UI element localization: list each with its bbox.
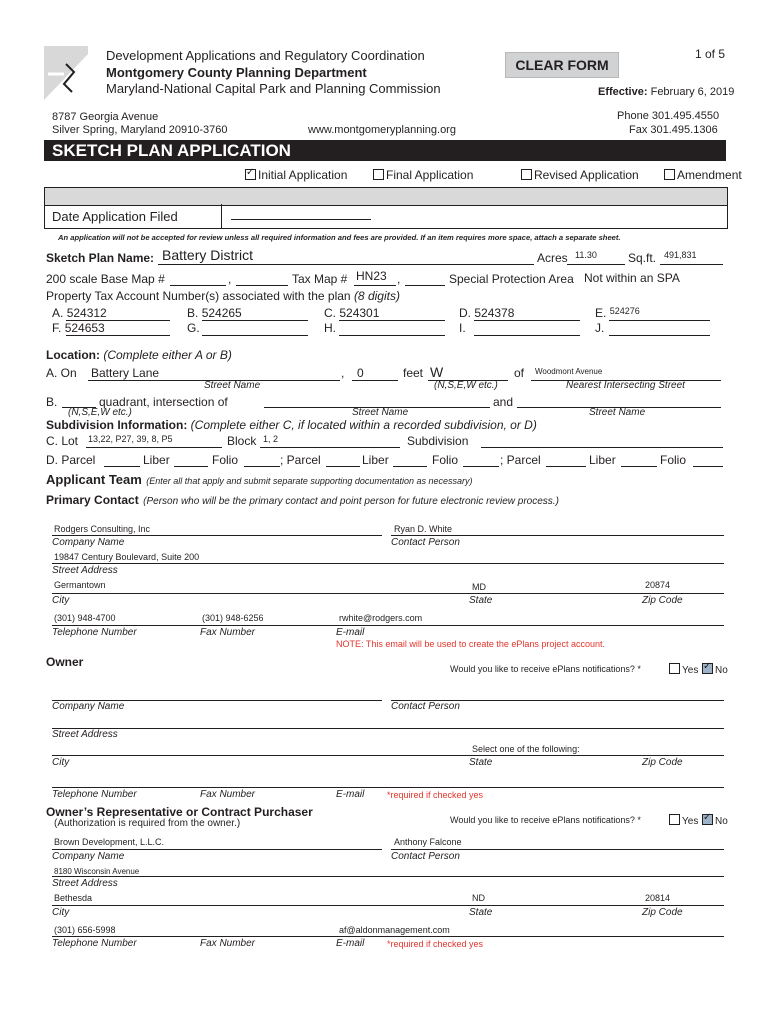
notice-text: An application will not be accepted for review unless all required information and fees are provided. If an item requires more space, attach a separate sheet. (58, 233, 621, 242)
city-caption: City (52, 757, 70, 768)
account-g[interactable]: G. (187, 321, 200, 335)
rep-phone-value[interactable]: (301) 656-5998 (54, 925, 116, 935)
owner-eplans-no[interactable]: ✓ No (702, 663, 728, 676)
primary-state-value[interactable]: MD (472, 582, 486, 592)
location-street[interactable]: Battery Lane (91, 366, 160, 380)
account-f-line (66, 335, 170, 336)
header-dept-line1: Development Applications and Regulatory Coordination (106, 48, 425, 63)
subdivision-label: Subdivision (407, 434, 469, 448)
tax-map-field-2[interactable] (405, 285, 445, 286)
liber3-label: Liber (589, 453, 616, 467)
primary-contact-line (391, 535, 724, 536)
tax-map-label: Tax Map # (292, 272, 348, 286)
sqft-label: Sq.ft. (628, 251, 657, 265)
city-caption: City (52, 595, 70, 606)
state-caption: State (469, 907, 493, 918)
b-street1-caption: Street Name (352, 407, 409, 418)
b-direction-caption: (N,S,E,W etc.) (68, 407, 132, 418)
liber1-field[interactable] (174, 466, 208, 467)
primary-address-value[interactable]: 19847 Century Boulevard, Suite 200 (54, 552, 200, 562)
spa-value[interactable]: Not within an SPA (584, 271, 680, 285)
street-caption: Street Address (52, 729, 118, 740)
account-i[interactable]: I. (459, 321, 466, 335)
location-b-label: B. (46, 395, 58, 409)
rep-eplans-no[interactable]: ✓ No (702, 814, 728, 827)
feet-line (352, 380, 398, 381)
subdivision-heading: Subdivision Information: (Complete either C, if located within a recorded subdivision, or D) (46, 418, 537, 432)
account-c-line (339, 320, 445, 321)
account-j-line (609, 335, 710, 336)
primary-phone-value[interactable]: (301) 948-4700 (54, 613, 116, 623)
parcel-label: D. Parcel (46, 453, 96, 467)
date-filed-divider (221, 204, 222, 228)
quadrant-label: quadrant, intersection of (99, 395, 228, 409)
folio1-field[interactable] (244, 466, 280, 467)
folio1-label: Folio (212, 453, 239, 467)
rep-state-value[interactable]: ND (472, 893, 485, 903)
liber2-label: Liber (362, 453, 389, 467)
phone-caption: Telephone Number (52, 789, 137, 800)
rep-address-line (52, 876, 724, 877)
location-a-label: A. On (46, 366, 77, 380)
parcel3-field[interactable] (546, 466, 586, 467)
of-label: of (514, 366, 525, 380)
primary-company-value[interactable]: Rodgers Consulting, Inc (54, 524, 151, 534)
primary-city-value[interactable]: Germantown (54, 580, 106, 590)
parcel3-label: ; Parcel (500, 453, 541, 467)
subdivision-field[interactable] (481, 447, 723, 448)
comma-separator: , (397, 272, 401, 286)
zip-caption: Zip Code (642, 595, 683, 606)
primary-fax-value[interactable]: (301) 948-6256 (202, 613, 264, 623)
page-title: SKETCH PLAN APPLICATION (52, 141, 291, 160)
fax-number: Fax 301.495.1306 (629, 124, 718, 136)
owner-city-field[interactable] (52, 755, 724, 756)
spa-label: Special Protection Area (449, 272, 574, 286)
effective-date: Effective: February 6, 2019 (598, 86, 735, 98)
state-caption: State (469, 595, 493, 606)
fax-caption: Fax Number (200, 789, 256, 800)
rep-email-value[interactable]: af@aldonmanagement.com (339, 925, 450, 935)
city-caption: City (52, 907, 70, 918)
email-note: NOTE: This email will be used to create the ePlans project account. (336, 639, 605, 649)
b-street2-caption: Street Name (589, 407, 646, 418)
account-b-line (202, 320, 308, 321)
account-f[interactable]: F. 524653 (52, 321, 105, 335)
lot-line (86, 447, 222, 448)
plan-name-value[interactable]: Battery District (162, 247, 254, 263)
address-line1: 8787 Georgia Avenue (52, 111, 159, 123)
zip-caption: Zip Code (642, 907, 683, 918)
contact-caption: Contact Person (391, 537, 460, 548)
nearest-street-caption: Nearest Intersecting Street (566, 380, 685, 391)
phone-number: Phone 301.495.4550 (617, 110, 720, 122)
phone-caption: Telephone Number (52, 938, 137, 949)
checkbox-icon (664, 169, 675, 180)
account-c[interactable]: C. 524301 (324, 306, 380, 320)
rep-contact-line (391, 849, 724, 850)
email-caption: E-mail (336, 627, 365, 638)
rep-city-line (52, 905, 724, 906)
feet-value[interactable]: 0 (357, 366, 364, 380)
account-h-line (339, 335, 445, 336)
street-name-caption: Street Name (204, 380, 261, 391)
zip-caption: Zip Code (642, 757, 683, 768)
primary-contact-heading: Primary Contact (Person who will be the primary contact and point person for future electronic review process.) (46, 493, 559, 507)
account-d[interactable]: D. 524378 (459, 306, 515, 320)
owner-required-note: *required if checked yes (387, 790, 484, 800)
rep-contact-value[interactable]: Anthony Falcone (394, 837, 462, 847)
checkbox-amendment[interactable]: Amendment (664, 168, 742, 182)
direction-value[interactable]: W (430, 364, 444, 380)
primary-city-line (52, 593, 724, 594)
state-caption: State (469, 757, 493, 768)
checkbox-icon (521, 169, 532, 180)
owner-phone-field[interactable] (52, 787, 724, 788)
company-caption: Company Name (52, 537, 125, 548)
account-i-line (474, 335, 580, 336)
street-caption: Street Address (52, 878, 118, 889)
nearest-street-value[interactable]: Woodmont Avenue (535, 367, 603, 376)
tax-map-value[interactable]: HN23 (356, 269, 387, 283)
checkbox-icon (669, 663, 680, 674)
location-heading: Location: (Complete either A or B) (46, 348, 232, 362)
primary-email-value[interactable]: rwhite@rodgers.com (339, 613, 423, 623)
liber3-field[interactable] (621, 466, 657, 467)
folio3-field[interactable] (693, 466, 723, 467)
owner-eplans-yes[interactable]: Yes (669, 663, 698, 676)
website: www.montgomeryplanning.org (308, 124, 456, 136)
acres-value[interactable]: 11.30 (575, 250, 597, 260)
rep-authorization: (Authorization is required from the owner.) (54, 818, 241, 829)
rep-company-line (52, 849, 382, 850)
feet-label: feet (403, 366, 424, 380)
rep-eplans-question: Would you like to receive ePlans notifications? * (450, 815, 641, 825)
primary-phone-line (52, 625, 724, 626)
base-map-field[interactable] (170, 285, 226, 286)
account-h[interactable]: H. (324, 321, 336, 335)
rep-company-value[interactable]: Brown Development, L.L.C. (54, 837, 165, 847)
rep-eplans-yes[interactable]: Yes (669, 814, 698, 827)
lot-label: C. Lot (46, 434, 79, 448)
checkbox-icon (373, 169, 384, 180)
primary-contact-value[interactable]: Ryan D. White (394, 524, 453, 534)
liber1-label: Liber (143, 453, 170, 467)
folio2-label: Folio (432, 453, 459, 467)
email-caption: E-mail (336, 789, 365, 800)
tax-map-line (354, 285, 396, 286)
contact-caption: Contact Person (391, 851, 460, 862)
parcel2-field[interactable] (326, 466, 360, 467)
header-dept-line2: Montgomery County Planning Department (106, 65, 367, 80)
checkbox-revised-application[interactable]: Revised Application (521, 168, 639, 182)
account-g-line (202, 335, 308, 336)
account-e[interactable]: E. $^{524276}$ (595, 306, 640, 320)
date-filed-label: Date Application Filed (52, 209, 178, 224)
acres-label: Acres (537, 251, 568, 265)
rep-city-value[interactable]: Bethesda (54, 893, 93, 903)
rep-required-note: *required if checked yes (387, 939, 484, 949)
parcel2-label: ; Parcel (280, 453, 321, 467)
owner-address-field[interactable] (52, 728, 724, 729)
plan-name-label: Sketch Plan Name: (46, 251, 155, 265)
base-map-field-2[interactable] (236, 285, 288, 286)
account-a[interactable]: A. 524312 (52, 306, 107, 320)
fax-caption: Fax Number (200, 938, 256, 949)
checkbox-icon (669, 814, 680, 825)
rep-phone-line (52, 936, 724, 937)
comma-separator: , (341, 366, 345, 380)
sqft-value[interactable]: 491,831 (664, 250, 697, 260)
liber2-field[interactable] (393, 466, 427, 467)
page-number: 1 of 5 (695, 47, 726, 61)
comma-separator: , (228, 272, 232, 286)
block-line (260, 447, 400, 448)
contact-caption: Contact Person (391, 701, 460, 712)
owner-state-select[interactable]: Select one of the following: (472, 744, 580, 754)
checkbox-icon (245, 169, 256, 180)
primary-company-line (52, 535, 382, 536)
parcel1-field[interactable] (104, 466, 140, 467)
mncppc-logo (44, 46, 88, 100)
rep-heading: Owner’s Representative or Contract Purchaser (46, 805, 313, 819)
primary-zip-value[interactable]: 20874 (645, 580, 671, 590)
checkbox-icon (702, 814, 713, 825)
phone-caption: Telephone Number (52, 627, 137, 638)
tax-account-label: Property Tax Account Number(s) associated with the plan (8 digits) (46, 289, 400, 303)
block-value[interactable]: 1, 2 (263, 434, 279, 444)
base-map-label: 200 scale Base Map # (46, 272, 165, 286)
plan-name-line (158, 264, 534, 265)
applicant-team-heading: Applicant Team (Enter all that apply and submit separate supporting documentation as necessary) (46, 472, 473, 487)
block-label: Block (227, 434, 257, 448)
address-line2: Silver Spring, Maryland 20910-3760 (52, 124, 228, 136)
checkbox-final-application[interactable]: Final Application (373, 168, 473, 182)
date-filed-field[interactable] (231, 219, 371, 220)
sqft-line (660, 264, 723, 265)
street-caption: Street Address (52, 565, 118, 576)
account-j[interactable]: J. (595, 321, 605, 335)
company-caption: Company Name (52, 701, 125, 712)
header-dept-line3: Maryland-National Capital Park and Planning Commission (106, 81, 441, 96)
primary-address-line (52, 563, 724, 564)
rep-zip-value[interactable]: 20814 (645, 893, 671, 903)
clear-form-button[interactable]: CLEAR FORM (505, 52, 619, 78)
checkbox-initial-application[interactable]: ✓Initial Application (245, 168, 347, 182)
owner-heading: Owner (46, 655, 84, 669)
folio3-label: Folio (660, 453, 687, 467)
account-d-line (474, 320, 580, 321)
owner-eplans-question: Would you like to receive ePlans notifications? * (450, 664, 641, 674)
direction-caption: (N,S,E,W etc.) (434, 380, 498, 391)
company-caption: Company Name (52, 851, 125, 862)
fax-caption: Fax Number (200, 627, 256, 638)
email-caption: E-mail (336, 938, 365, 949)
lot-value[interactable]: 13,22, P27, 39, 8, P5 (88, 434, 173, 444)
and-label: and (493, 395, 514, 409)
folio2-field[interactable] (463, 466, 499, 467)
checkbox-icon (702, 663, 713, 674)
account-b[interactable]: B. 524265 (187, 306, 242, 320)
rep-address-value[interactable]: 8180 Wisconsin Avenue (54, 867, 140, 876)
acres-line (567, 264, 625, 265)
account-e-line (609, 320, 710, 321)
